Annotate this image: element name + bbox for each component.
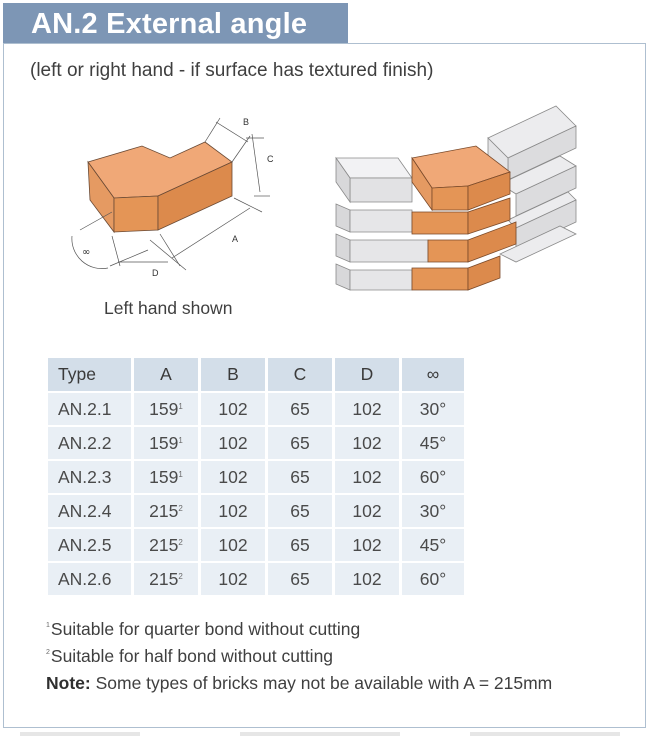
header-a: A (134, 358, 198, 391)
brick-front-face (114, 196, 158, 232)
cell-angle: 45° (402, 529, 464, 561)
cell-b: 102 (201, 529, 265, 561)
footnote-mark: 2 (178, 571, 183, 581)
cell-a: $215^2$ (134, 495, 198, 527)
cell-a: $159^1$ (134, 393, 198, 425)
cell-type: AN.2.1 (48, 393, 131, 425)
table-row (48, 427, 464, 459)
dim-label-b: B (243, 117, 250, 127)
cell-angle: 45° (402, 427, 464, 459)
dim-label-d: D (152, 268, 159, 278)
cell-a: $159^1$ (134, 461, 198, 493)
cell-a: $215^2$ (134, 563, 198, 595)
table-row (48, 563, 464, 595)
table-row (48, 495, 464, 527)
note-label: Note: (46, 673, 91, 693)
availability-note (46, 673, 552, 694)
cell-d: 102 (335, 495, 399, 527)
cell-d: 102 (335, 563, 399, 595)
note-text: Some types of bricks may not be available with A = 215mm (90, 673, 553, 693)
header-d: D (335, 358, 399, 391)
cell-d: 102 (335, 461, 399, 493)
cell-d: 102 (335, 529, 399, 561)
cell-c: 65 (268, 495, 332, 527)
diagram-caption: Left hand shown (104, 298, 233, 318)
footnote-mark: 1 (178, 469, 183, 479)
cell-angle: 60° (402, 563, 464, 595)
footnote-mark: 1 (178, 401, 183, 411)
dim-label-c: C (267, 154, 274, 164)
cell-b: 102 (201, 461, 265, 493)
section-title: AN.2 External angle (3, 3, 348, 45)
dim-label-angle: ∞ (82, 247, 91, 258)
cell-d: 102 (335, 427, 399, 459)
cell-angle: 30° (402, 495, 464, 527)
cell-angle: 60° (402, 461, 464, 493)
cell-b: 102 (201, 563, 265, 595)
footnote-mark: 2 (178, 537, 183, 547)
table-row (48, 529, 464, 561)
bottom-edge (0, 728, 650, 736)
footnote-mark: 2 (178, 503, 183, 513)
cell-a: $159^1$ (134, 427, 198, 459)
cell-b: 102 (201, 427, 265, 459)
cell-angle: 30° (402, 393, 464, 425)
header-b: B (201, 358, 265, 391)
cell-b: 102 (201, 495, 265, 527)
cell-c: 65 (268, 427, 332, 459)
cell-a: $215^2$ (134, 529, 198, 561)
cell-type: AN.2.2 (48, 427, 131, 459)
table-row (48, 461, 464, 493)
cell-c: 65 (268, 563, 332, 595)
footnote-1: $^1$Suitable for quarter bond without cutting (46, 619, 361, 639)
cell-type: AN.2.6 (48, 563, 131, 595)
dim-label-a: A (232, 234, 239, 244)
cell-b: 102 (201, 393, 265, 425)
header-angle: ∞ (402, 358, 464, 391)
brick-dimension-drawing (50, 100, 290, 290)
footnote-2: $^2$Suitable for half bond without cutting (46, 646, 334, 666)
table-header-row (48, 358, 464, 391)
cell-d: 102 (335, 393, 399, 425)
brick-wall-illustration (328, 100, 583, 292)
header-type: Type (48, 358, 131, 391)
cell-type: AN.2.4 (48, 495, 131, 527)
cell-c: 65 (268, 393, 332, 425)
subtitle: (left or right hand - if surface has textured finish) (30, 60, 434, 81)
cell-c: 65 (268, 529, 332, 561)
header-c: C (268, 358, 332, 391)
cell-type: AN.2.3 (48, 461, 131, 493)
cell-type: AN.2.5 (48, 529, 131, 561)
footnotes (46, 614, 360, 668)
cell-c: 65 (268, 461, 332, 493)
dimensions-table (45, 356, 467, 597)
table-row (48, 393, 464, 425)
footnote-mark: 1 (178, 435, 183, 445)
